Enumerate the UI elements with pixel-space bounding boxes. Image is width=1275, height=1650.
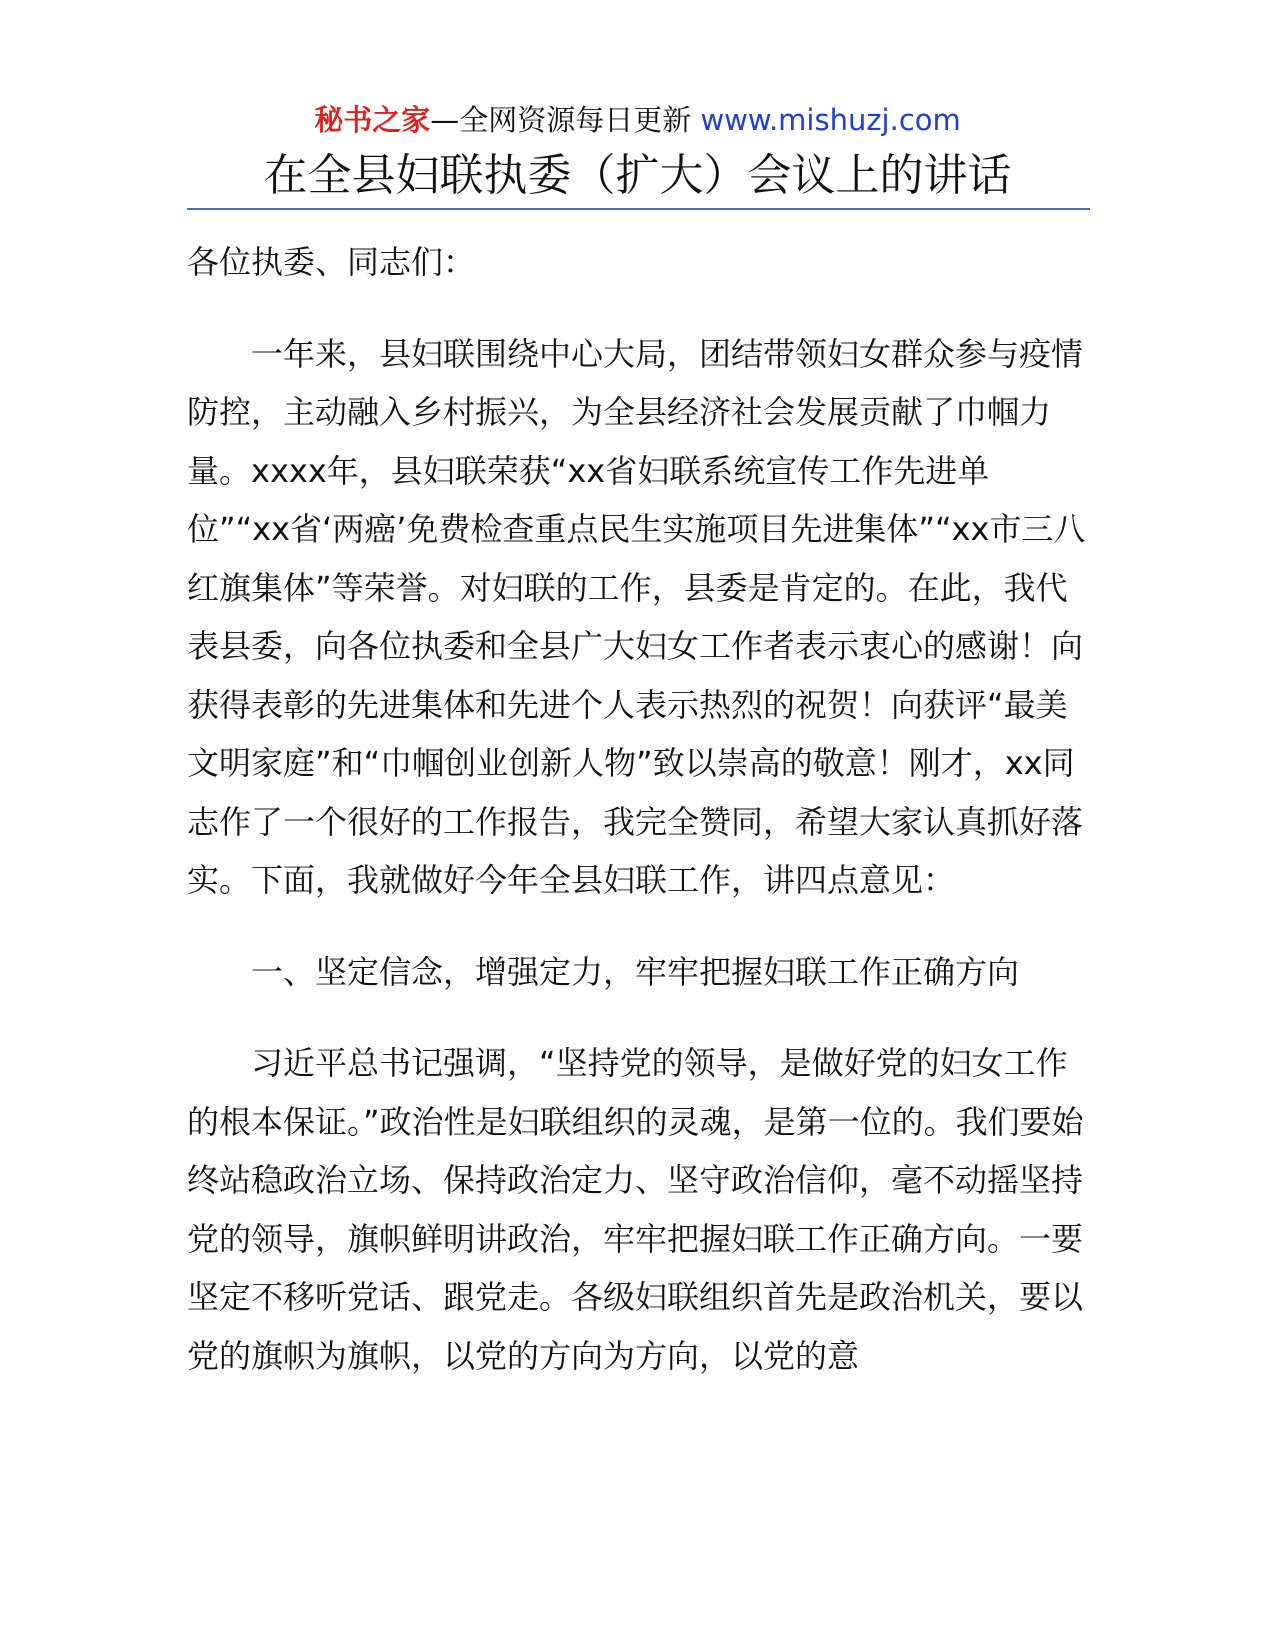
brand-name: 秘书之家 — [314, 103, 431, 137]
title-divider — [187, 208, 1090, 210]
site-url-link[interactable]: www.mishuzj.com — [700, 103, 961, 137]
header-tagline: —全网资源每日更新 — [430, 103, 692, 137]
salutation: 各位执委、同志们： — [187, 243, 476, 281]
site-header — [0, 100, 1275, 140]
body-paragraph: 一年来，县妇联围绕中心大局，团结带领妇女群众参与疫情防控，主动融入乡村振兴，为全县经济社会发展贡献了巾帼力量。xxxx年，县妇联荣获“xx省妇联系统宣传工作先进单位”“xx省‘两癌’免费检查重点民生实施项目先进集体”“xx市三八红旗集体”等荣誉。对妇联的工作，县委是肯定的。在此，我代表县委，向各位执委和全县广大妇女工作者表示衷心的感谢！向获得表彰的先进集体和先进个人表示热烈的祝贺！向获评“最美文明家庭”和“巾帼创业创新人物”致以崇高的敬意！刚才，xx同志作了一个很好的工作报告，我完全赞同，希望大家认真抓好落实。下面，我就做好今年全县妇联工作，讲四点意见： — [187, 334, 1086, 899]
document-title: 在全县妇联执委（扩大）会议上的讲话 — [263, 150, 1012, 201]
body-paragraph: 习近平总书记强调，“坚持党的领导，是做好党的妇女工作的根本保证。”政治性是妇联组织的灵魂，是第一位的。我们要始终站稳政治立场、保持政治定力、坚守政治信仰，毫不动摇坚持党的领导，旗帜鲜明讲政治，牢牢把握妇联工作正确方向。一要坚定不移听党话、跟党走。各级妇联组织首先是政治机关，要以党的旗帜为旗帜，以党的方向为方向，以党的意 — [187, 1044, 1084, 1375]
section-heading: 一、坚定信念，增强定力，牢牢把握妇联工作正确方向 — [251, 952, 1020, 991]
document-body — [187, 233, 1090, 1418]
